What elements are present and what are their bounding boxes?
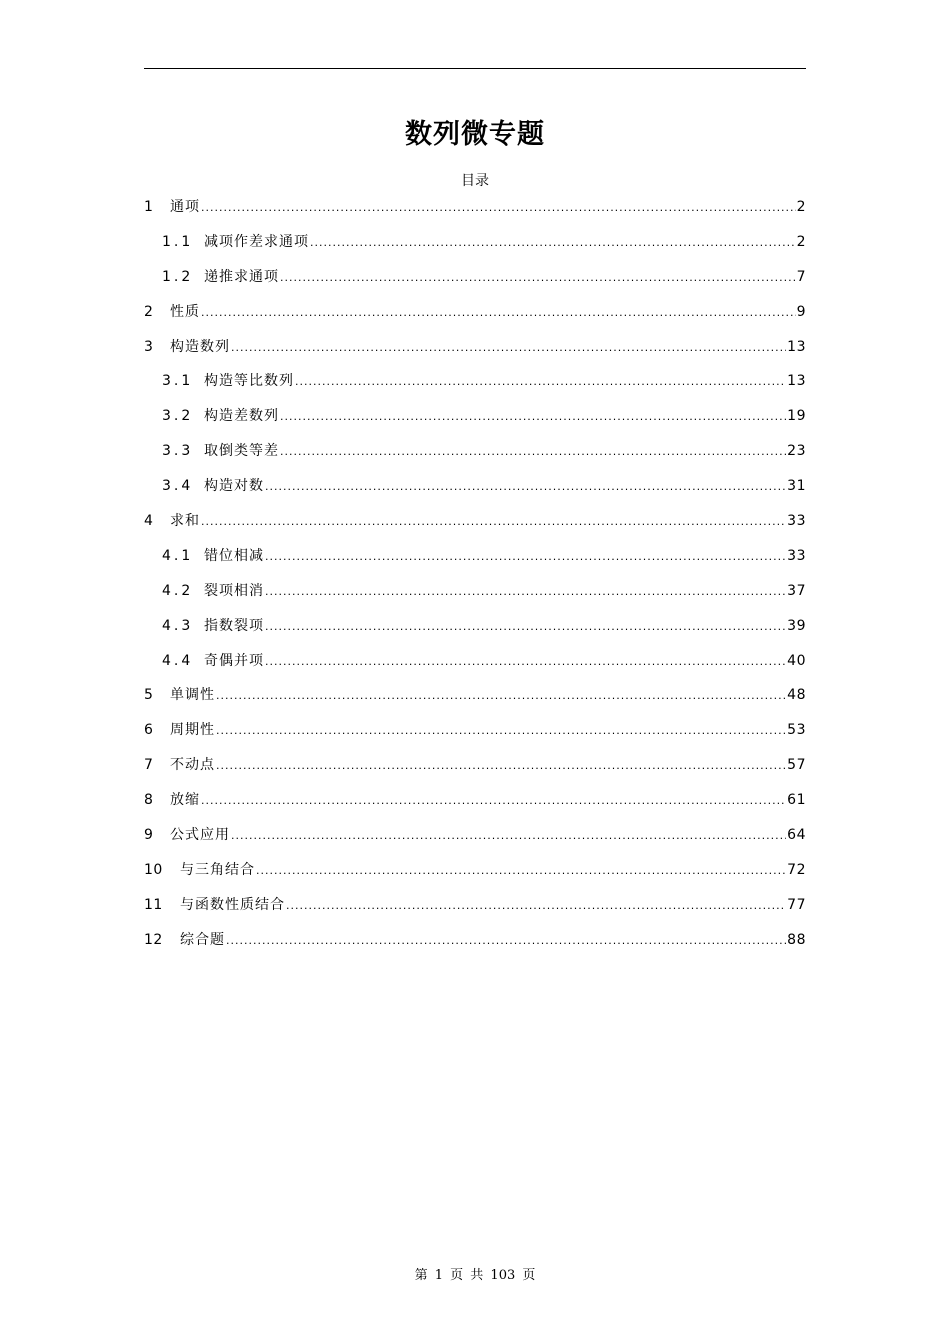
toc-entry[interactable] [144,434,806,469]
toc-entry-number: 4 [144,513,154,530]
toc-entry[interactable] [144,888,806,923]
toc-entry-page-number: 53 [787,722,806,739]
toc-entry[interactable] [144,818,806,853]
toc-dot-leader [265,470,786,505]
toc-entry-title: 裂项相消 [204,582,264,599]
toc-entry-title: 与三角结合 [180,861,255,878]
toc-entry-number: 4.4 [162,652,194,669]
toc-entry[interactable] [144,678,806,713]
toc-entry[interactable] [144,748,806,783]
toc-entry[interactable] [144,225,806,260]
toc-entry-title: 减项作差求通项 [204,233,309,250]
document-title: 数列微专题 [405,119,545,150]
toc-entry-number: 10 [144,861,163,878]
page-footer: 第 1 页 共 103 页 [414,1268,536,1283]
toc-dot-leader [256,854,786,889]
toc-entry-page-number: 13 [787,338,806,355]
toc-entry-number: 4.2 [162,582,194,599]
toc-entry-number: 12 [144,931,163,948]
toc-dot-leader [265,540,786,575]
toc-heading: 目录 [461,173,489,189]
toc-entry-title: 放缩 [170,792,200,809]
toc-entry-title: 单调性 [170,687,215,704]
toc-entry[interactable] [144,783,806,818]
toc-entry-title: 奇偶并项 [204,652,264,669]
toc-entry-title: 通项 [170,199,200,215]
toc-entry-number: 3.1 [162,373,194,390]
toc-entry-page-number: 37 [787,582,806,599]
toc-entry[interactable] [144,713,806,748]
toc-entry-number: 2 [144,303,154,320]
toc-dot-leader [310,226,796,261]
toc-entry-page-number: 77 [787,896,806,913]
toc-entry[interactable] [144,190,806,225]
toc-entry-number: 3.2 [162,408,194,425]
toc-entry-page-number: 40 [787,652,806,669]
toc-entry-page-number: 48 [787,687,806,704]
toc-entry[interactable] [144,295,806,330]
toc-entry-title: 构造差数列 [204,408,279,425]
toc-entry-title: 与函数性质结合 [180,896,285,913]
toc-entry-title: 性质 [170,303,200,320]
toc-entry-title: 取倒类等差 [204,443,279,460]
toc-dot-leader [216,714,786,749]
toc-entry-page-number: 19 [787,408,806,425]
toc-entry-page-number: 61 [787,792,806,809]
toc-entry-title: 周期性 [170,722,215,739]
toc-dot-leader [201,784,786,819]
toc-entry-number: 9 [144,827,154,844]
toc-dot-leader [265,575,786,610]
toc-entry-page-number: 23 [787,443,806,460]
toc-entry[interactable] [144,853,806,888]
toc-entry-number: 4.3 [162,617,194,634]
toc-entry-title: 指数裂项 [204,617,264,634]
toc-entry-page-number: 2 [796,199,806,215]
toc-entry-title: 构造数列 [170,338,230,355]
toc-dot-leader [280,400,786,435]
toc-entry[interactable] [144,469,806,504]
toc-entry[interactable] [144,504,806,539]
toc-entry[interactable] [144,644,806,679]
toc-entry-number: 3 [144,338,154,355]
toc-dot-leader [216,749,786,784]
toc-entry-page-number: 72 [787,861,806,878]
toc-entry-number: 3.4 [162,478,194,495]
toc-entry-page-number: 9 [796,303,806,320]
toc-dot-leader [295,365,786,400]
toc-entry-page-number: 2 [796,233,806,250]
toc-entry-number: 4.1 [162,547,194,564]
toc-entry-number: 3.3 [162,443,194,460]
toc-entry-page-number: 33 [787,547,806,564]
toc-entry-title: 求和 [170,513,200,530]
toc-entry-title: 递推求通项 [204,268,279,285]
toc-dot-leader [216,679,786,714]
toc-entry-page-number: 57 [787,757,806,774]
toc-entry-number: 7 [144,757,154,774]
toc-entry[interactable] [144,399,806,434]
toc-entry-title: 公式应用 [170,827,230,844]
toc-entry-title: 综合题 [180,931,225,948]
toc-entry-title: 构造对数 [204,478,264,495]
header-rule [144,68,806,69]
toc-dot-leader [265,645,786,680]
toc-entry-number: 1.2 [162,268,194,285]
toc-entry[interactable] [144,364,806,399]
toc-entry-number: 8 [144,792,154,809]
toc-entry-page-number: 64 [787,827,806,844]
toc-dot-leader [201,505,786,540]
toc-entry-page-number: 88 [787,931,806,948]
toc-dot-leader [201,191,796,226]
toc-dot-leader [231,819,786,854]
toc-dot-leader [201,296,796,331]
toc-entry-title: 不动点 [170,757,215,774]
toc-entry-page-number: 39 [787,617,806,634]
toc-dot-leader [231,331,786,366]
toc-entry-number: 6 [144,722,154,739]
toc-entry-page-number: 13 [787,373,806,390]
toc-entry[interactable] [144,609,806,644]
toc-entry-page-number: 33 [787,513,806,530]
toc-entry[interactable] [144,330,806,365]
toc-dot-leader [286,889,786,924]
toc-dot-leader [280,261,796,296]
toc-entry[interactable] [144,923,806,958]
toc-entry-number: 11 [144,896,163,913]
toc-dot-leader [226,924,786,959]
toc-dot-leader [280,435,786,470]
toc-dot-leader [265,610,786,645]
toc-entry[interactable] [144,574,806,609]
toc-entry-title: 错位相减 [204,547,264,564]
toc-entry-page-number: 31 [787,478,806,495]
toc-entry[interactable] [144,539,806,574]
toc-entry-number: 1.1 [162,233,194,250]
toc-entry-number: 5 [144,687,154,704]
toc-entry-page-number: 7 [796,268,806,285]
table-of-contents [144,190,806,958]
toc-entry-number: 1 [144,199,154,215]
toc-entry[interactable] [144,260,806,295]
toc-entry-title: 构造等比数列 [204,373,294,390]
